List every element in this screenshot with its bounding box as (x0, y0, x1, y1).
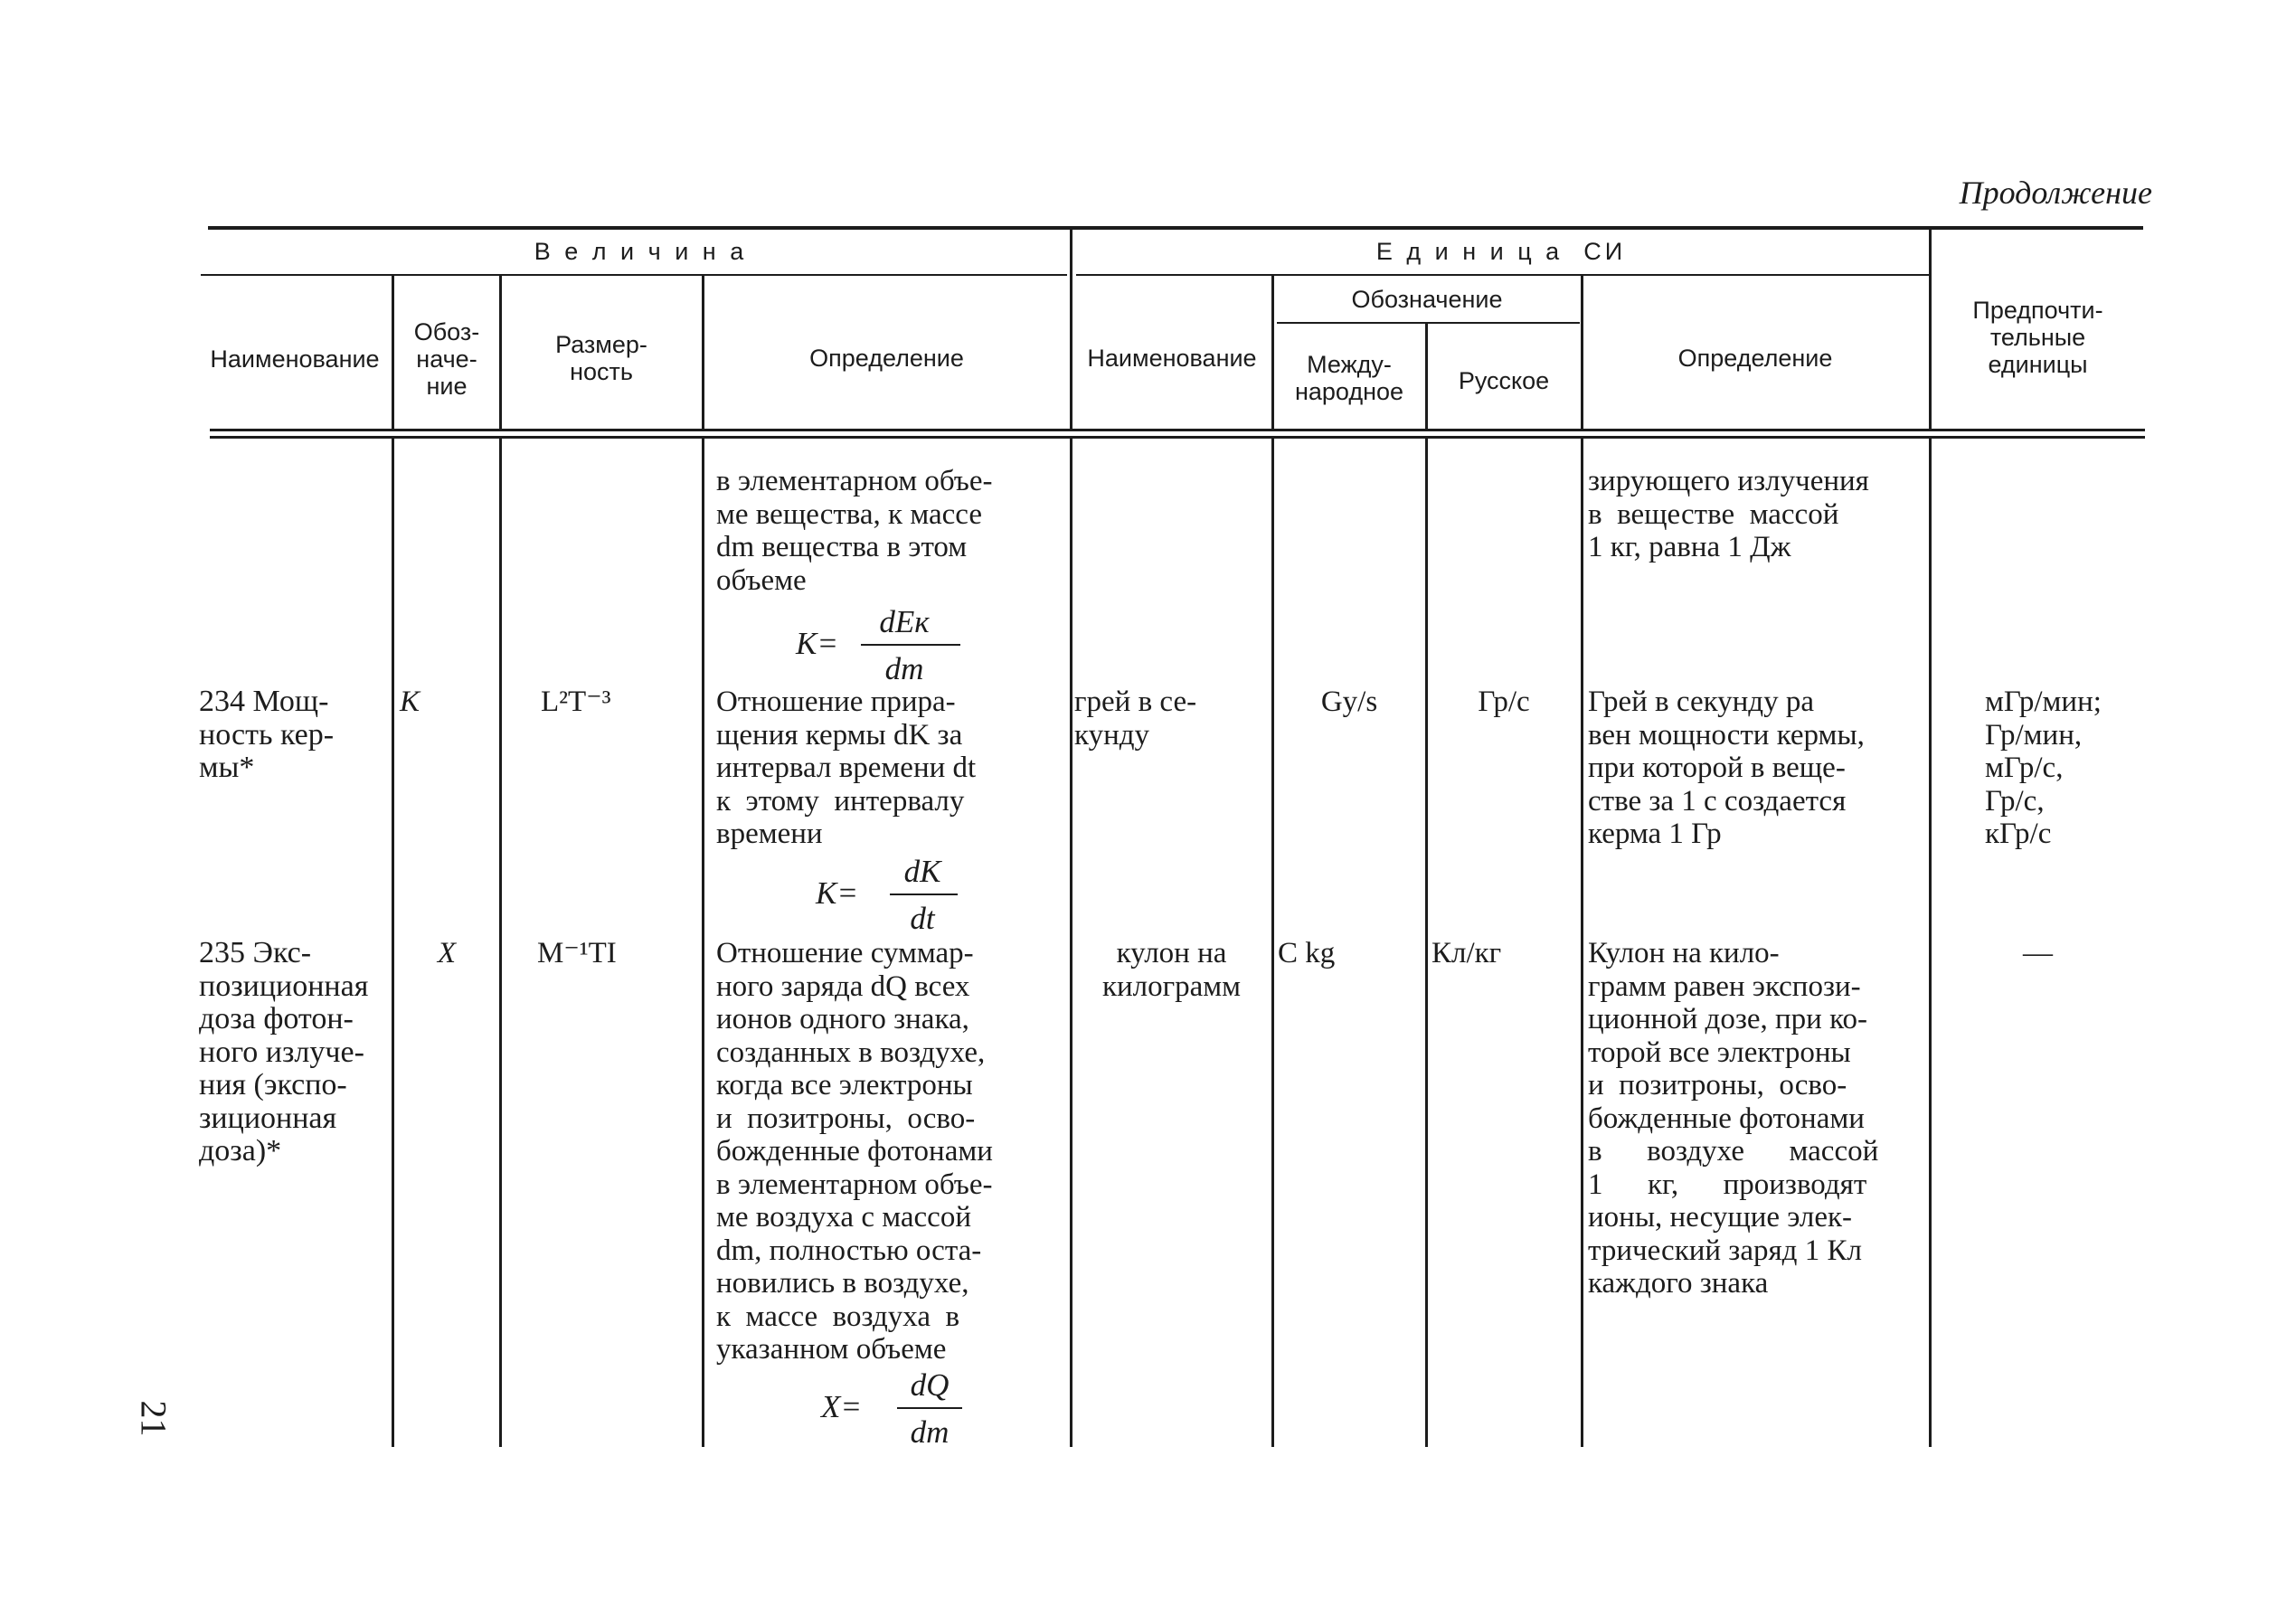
formula-lhs: K= (796, 626, 838, 661)
formula-numerator: dQ (910, 1367, 950, 1403)
designation-rule (1277, 322, 1580, 324)
row-235-formula (821, 1367, 975, 1454)
formula-denominator: dt (910, 901, 935, 936)
formula-lhs: K= (816, 875, 858, 911)
row-235-unit-international: C kg (1278, 937, 1336, 969)
quantity-group-rule (201, 274, 1067, 276)
body-vrule (1581, 439, 1583, 1447)
row-234-unit-international: Gy/s (1320, 686, 1378, 718)
row-235-quantity-name: 235 Экс- позиционная доза фотон- ного излуче- ния (экспо- зиционная доза)* (199, 936, 369, 1168)
body-vrule (499, 439, 502, 1447)
row-235-unit-definition: Кулон на кило- грамм равен экспози- ционной дозе, при ко- торой все электроны и позитроны, осво- божденные фотонами в воздухе массой 1 кг, производят ионы, несущие элек- трический заряд 1 Кл каждого знака (1588, 937, 1879, 1300)
continued-unit-definition: зирующего излучения в веществе массой 1 кг, равна 1 Дж (1588, 465, 1869, 563)
row-234-quantity-definition: Отношение прира- щения кермы dK за интервал времени dt к этому интервалу времени (716, 686, 977, 850)
row-234-quantity-name: 234 Мощ- ность кер- мы* (199, 685, 335, 784)
unit-name-header: Наименование (1087, 345, 1257, 372)
formula-denominator: dm (884, 651, 924, 686)
formula-bar (897, 1407, 962, 1409)
header-vrule (1070, 230, 1072, 429)
quantity-definition-header: Определение (809, 345, 964, 372)
row-235-dimension: M⁻¹TI (537, 937, 617, 969)
quantity-group-header: В е л и ч и н а (534, 238, 748, 265)
row-234-unit-russian: Гр/с (1478, 686, 1530, 718)
formula-bar (890, 894, 958, 895)
body-vrule (1271, 439, 1274, 1447)
quantity-symbol-header: Обоз- наче- ние (413, 318, 480, 400)
row-234-unit-definition: Грей в секунду ра вен мощности кермы, при которой в веще- стве за 1 с создается керма 1 Гр (1588, 686, 1865, 850)
unit-designation-header: Обозначение (1351, 286, 1503, 313)
row-235-unit-russian: Кл/кг (1431, 937, 1502, 969)
row-234-dimension: L²T⁻³ (541, 686, 611, 718)
row-235-unit-name: кулон на килограмм (1101, 937, 1242, 1003)
formula-numerator: dEк (879, 604, 930, 639)
unit-international-header: Между- народное (1294, 351, 1404, 405)
si-group-rule (1076, 274, 1931, 276)
body-vrule (1425, 439, 1428, 1447)
unit-definition-header: Определение (1677, 345, 1833, 372)
row-234-unit-name: грей в се- кунду (1074, 686, 1197, 752)
formula-bar (861, 644, 960, 646)
header-bottom-rule-1 (210, 429, 2145, 431)
quantity-dimension-header: Размер- ность (555, 331, 647, 385)
quantity-name-header: Наименование (210, 345, 380, 373)
formula-lhs: X= (821, 1389, 862, 1424)
unit-russian-header: Русское (1458, 367, 1550, 394)
body-vrule (1070, 439, 1072, 1447)
si-unit-group-header: Е д и н и ц а СИ (1375, 238, 1627, 265)
row-234-formula (816, 854, 969, 941)
page-number: 21 (133, 1400, 175, 1437)
continued-quantity-definition: в элементарном объе- ме вещества, к массе dm вещества в этом объеме (716, 465, 993, 597)
continued-formula (796, 604, 968, 691)
continuation-label: Продолжение (1959, 175, 2152, 211)
row-234-quantity-symbol: K (400, 686, 420, 718)
row-234-preferred-units: мГр/мин; Гр/мин, мГр/с, Гр/с, кГр/с (1985, 686, 2102, 850)
formula-numerator: dK (903, 854, 941, 889)
preferred-units-header: Предпочти- тельные единицы (1972, 297, 2103, 378)
row-235-quantity-symbol: X (437, 937, 457, 969)
row-235-quantity-definition: Отношение суммар- ного заряда dQ всех ионов одного знака, созданных в воздухе, когда все электроны и позитроны, осво- божденные фотонами в элементарном объе- ме воздуха с массой dm, полностью оста- новились в воздухе, к массе воздуха в указанном объеме (716, 937, 993, 1366)
row-235-preferred-units: — (2023, 937, 2053, 969)
table-top-rule (208, 226, 2143, 230)
body-vrule (702, 439, 704, 1447)
formula-denominator: dm (910, 1414, 950, 1450)
